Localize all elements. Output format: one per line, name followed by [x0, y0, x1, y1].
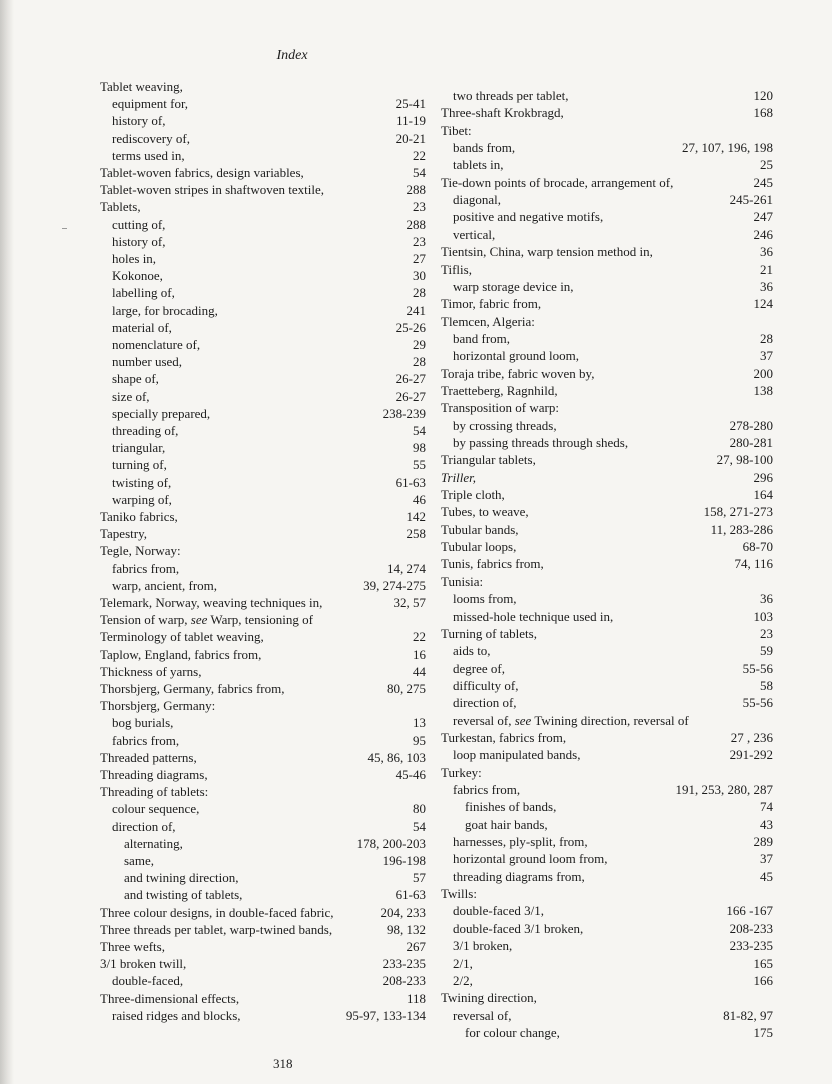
- index-term: Triller,: [441, 469, 477, 485]
- index-term: Triangular tablets,: [441, 452, 536, 468]
- page-title: Index: [276, 48, 308, 63]
- index-term: fabrics from,: [112, 560, 180, 576]
- index-term: fabrics from,: [453, 782, 521, 797]
- index-pages: 45-46: [395, 767, 426, 782]
- index-term: horizontal ground loom from,: [453, 851, 608, 867]
- index-entry: [0, 87, 832, 104]
- index-entry: [0, 382, 832, 399]
- index-term: harnesses, ply-split, from,: [453, 834, 588, 850]
- index-entry: [0, 625, 832, 642]
- index-term: Tablet weaving,: [100, 79, 183, 94]
- index-term: Tunis, fabrics from,: [441, 556, 544, 572]
- index-pages: 74: [760, 799, 773, 815]
- index-pages: 25: [760, 157, 773, 173]
- index-entry: [0, 417, 832, 434]
- index-entry: [0, 729, 832, 746]
- index-term: number used,: [112, 354, 183, 370]
- index-term: history of,: [112, 113, 166, 129]
- index-term: Twining direction,: [441, 990, 537, 1006]
- index-entry: [0, 104, 832, 121]
- index-pages: 120: [753, 88, 773, 103]
- index-pages: 208-233: [382, 973, 426, 989]
- index-pages: 22: [413, 629, 426, 645]
- index-term: Threading of tablets:: [100, 784, 209, 800]
- index-pages: 54: [413, 423, 426, 438]
- index-term: tablets in,: [453, 157, 504, 173]
- index-entry: [0, 972, 832, 989]
- index-term: Three-shaft Krokbragd,: [441, 105, 564, 121]
- index-entry: [0, 226, 832, 243]
- index-entry: [0, 295, 832, 312]
- index-entry: [0, 347, 832, 364]
- index-pages: 168: [753, 105, 773, 121]
- index-term: Tablet-woven stripes in shaftwoven textile,: [100, 182, 325, 198]
- index-term: Threading diagrams,: [100, 767, 208, 782]
- index-entry: [0, 538, 832, 555]
- index-term: two threads per tablet,: [453, 88, 569, 103]
- index-pages: 27, 107, 196, 198: [682, 140, 773, 156]
- page-number: 318: [273, 1056, 293, 1071]
- index-entry: [0, 139, 832, 156]
- index-entry: [0, 868, 832, 885]
- index-term: direction of,: [112, 818, 176, 834]
- index-term: cutting of,: [112, 216, 166, 232]
- index-term: triangular,: [112, 440, 166, 456]
- index-term: material of,: [112, 319, 172, 335]
- index-term: Tapestry,: [100, 526, 147, 542]
- index-term: Triple cloth,: [441, 487, 505, 503]
- index-term: Tunisia:: [441, 573, 484, 589]
- index-pages: 59: [760, 643, 773, 659]
- index-term: Three-dimensional effects,: [100, 990, 240, 1006]
- index-term: Three colour designs, in double-faced fabric,: [100, 904, 334, 920]
- index-pages: 81-82, 97: [723, 1007, 773, 1023]
- index-term: Terminology of tablet weaving,: [100, 629, 264, 645]
- index-term: Tension of warp, see Warp, tensioning of: [100, 612, 313, 628]
- index-pages: 246: [753, 226, 773, 242]
- index-pages: 289: [753, 834, 773, 850]
- index-pages: 191, 253, 280, 287: [675, 782, 773, 797]
- index-term: Tlemcen, Algeria:: [441, 313, 535, 329]
- index-term: Thorsbjerg, Germany:: [100, 698, 216, 714]
- index-entry: [0, 920, 832, 937]
- index-pages: 142: [406, 509, 426, 524]
- index-entry: [0, 781, 832, 798]
- index-term: threading diagrams from,: [453, 868, 585, 884]
- index-pages: 21: [760, 261, 773, 277]
- index-term: Transposition of warp:: [441, 400, 559, 416]
- index-entry: [0, 833, 832, 850]
- index-term: bands from,: [453, 140, 516, 156]
- index-term: Twills:: [441, 886, 477, 902]
- index-pages: 247: [753, 209, 773, 225]
- index-term: Tibet:: [441, 122, 472, 138]
- index-pages: 233-235: [382, 956, 426, 972]
- index-term: terms used in,: [112, 147, 185, 163]
- index-pages: 13: [413, 715, 426, 731]
- index-pages: 204, 233: [380, 904, 426, 920]
- index-term: Telemark, Norway, weaving techniques in,: [100, 595, 323, 610]
- index-pages: 74, 116: [734, 556, 773, 572]
- index-term: double-faced 3/1,: [453, 903, 544, 919]
- index-entry: [0, 1007, 832, 1024]
- index-pages: 118: [406, 990, 426, 1006]
- index-term: horizontal ground loom,: [453, 348, 580, 364]
- index-pages: 98: [413, 440, 426, 456]
- index-entry: [0, 989, 832, 1006]
- index-pages: 61-63: [395, 474, 426, 490]
- index-entry: [0, 746, 832, 763]
- index-entry: [0, 573, 832, 590]
- index-pages: 233-235: [729, 938, 773, 954]
- index-term: Tientsin, China, warp tension method in,: [441, 244, 653, 260]
- index-term: looms from,: [453, 591, 517, 607]
- index-entry: [0, 503, 832, 520]
- index-pages: 55: [413, 457, 426, 473]
- index-term: missed-hole technique used in,: [453, 608, 614, 624]
- index-pages: 238-239: [382, 405, 426, 421]
- index-pages: 28: [760, 330, 773, 346]
- index-pages: 16: [413, 646, 426, 662]
- index-pages: 166 -167: [726, 903, 773, 919]
- index-pages: 288: [406, 182, 426, 198]
- index-pages: 61-63: [395, 887, 426, 903]
- index-pages: 27: [413, 251, 426, 266]
- index-entry: [0, 174, 832, 191]
- index-pages: 98, 132: [387, 921, 426, 937]
- index-pages: 208-233: [729, 920, 773, 936]
- index-pages: 95-97, 133-134: [345, 1007, 426, 1023]
- index-term: Turkey:: [441, 764, 482, 780]
- index-entry: [0, 399, 832, 416]
- index-term: alternating,: [124, 835, 183, 851]
- index-pages: 45: [760, 868, 773, 884]
- index-pages: 158, 271-273: [703, 504, 773, 520]
- index-term: bog burials,: [112, 715, 174, 731]
- index-pages: 29: [413, 337, 426, 352]
- index-entry: [0, 816, 832, 833]
- index-term: rediscovery of,: [112, 130, 190, 146]
- index-pages: 291-292: [729, 747, 773, 763]
- index-pages: 55-56: [742, 660, 773, 676]
- index-pages: 245-261: [729, 192, 773, 208]
- index-term: warp, ancient, from,: [112, 577, 218, 593]
- index-pages: 138: [753, 382, 773, 398]
- index-term: Thorsbjerg, Germany, fabrics from,: [100, 681, 285, 696]
- index-pages: 36: [760, 591, 773, 607]
- index-pages: 27 , 236: [730, 729, 773, 745]
- index-entry: [0, 313, 832, 330]
- index-term: Three threads per tablet, warp-twined bands,: [100, 921, 333, 937]
- index-term: Tie-down points of brocade, arrangement of,: [441, 174, 674, 190]
- index-pages: 296: [753, 469, 773, 485]
- index-entry: [0, 208, 832, 225]
- index-term: for colour change,: [465, 1024, 560, 1040]
- index-term: Tubular bands,: [441, 521, 519, 537]
- index-pages: 80: [413, 801, 426, 817]
- index-entry: [0, 261, 832, 278]
- index-entry: [0, 434, 832, 451]
- index-term: Tegle, Norway:: [100, 543, 181, 559]
- index-term: holes in,: [112, 251, 157, 266]
- index-pages: 196-198: [382, 853, 426, 868]
- index-pages: 39, 274-275: [363, 577, 426, 593]
- index-pages: 124: [753, 296, 773, 312]
- index-pages: 26-27: [395, 388, 426, 404]
- index-pages: 44: [413, 663, 426, 679]
- index-pages: 37: [760, 348, 773, 364]
- index-pages: 23: [413, 233, 426, 249]
- index-term: and twining direction,: [124, 870, 239, 886]
- index-term: band from,: [453, 330, 511, 346]
- index-term: degree of,: [453, 660, 505, 676]
- index-term: direction of,: [453, 695, 517, 711]
- index-term: double-faced,: [112, 973, 184, 989]
- index-pages: 103: [753, 608, 773, 624]
- index-pages: 28: [413, 354, 426, 370]
- index-term: Tablets,: [100, 199, 141, 215]
- index-pages: 43: [760, 816, 773, 832]
- index-term: same,: [124, 853, 154, 868]
- index-pages: 11, 283-286: [710, 521, 773, 537]
- index-entry: [0, 451, 832, 468]
- index-term: Toraja tribe, fabric woven by,: [441, 365, 595, 381]
- index-pages: 241: [406, 302, 426, 318]
- index-pages: 54: [413, 818, 426, 834]
- index-pages: 245: [753, 174, 773, 190]
- index-term: reversal of,: [453, 1007, 512, 1023]
- index-entry: [0, 555, 832, 572]
- index-entry: [0, 850, 832, 867]
- index-term: shape of,: [112, 371, 159, 387]
- index-pages: 36: [760, 244, 773, 260]
- index-term: diagonal,: [453, 192, 502, 208]
- index-term: specially prepared,: [112, 405, 211, 421]
- index-entry: [0, 642, 832, 659]
- index-pages: 175: [753, 1024, 773, 1040]
- index-entry: [0, 1024, 832, 1041]
- index-pages: 178, 200-203: [356, 835, 426, 851]
- index-term: twisting of,: [112, 474, 172, 490]
- index-term: large, for brocading,: [112, 302, 218, 318]
- index-term: Tubes, to weave,: [441, 504, 529, 520]
- index-pages: 23: [413, 199, 426, 215]
- index-term: warp storage device in,: [453, 278, 574, 294]
- index-term: size of,: [112, 388, 150, 404]
- index-term: Traetteberg, Ragnhild,: [441, 382, 558, 398]
- index-term: Three wefts,: [100, 939, 165, 954]
- index-term: Thickness of yarns,: [100, 663, 202, 679]
- index-entry: [0, 712, 832, 729]
- index-pages: 258: [406, 526, 426, 542]
- index-term: Tubular loops,: [441, 539, 517, 555]
- index-pages: 27, 98-100: [716, 452, 773, 468]
- index-term: fabrics from,: [112, 732, 180, 748]
- index-pages: 22: [413, 147, 426, 163]
- index-pages: 165: [753, 955, 773, 971]
- index-pages: 46: [413, 491, 426, 507]
- index-pages: 55-56: [742, 695, 773, 711]
- index-entry: [0, 590, 832, 607]
- index-term: equipment for,: [112, 96, 189, 112]
- index-term: by passing threads through sheds,: [453, 435, 629, 450]
- index-term: 2/1,: [453, 955, 473, 971]
- index-term: finishes of bands,: [465, 799, 557, 815]
- index-term: 3/1 broken,: [453, 938, 513, 954]
- index-entry: [0, 937, 832, 954]
- index-entry: [0, 798, 832, 815]
- index-term: warping of,: [112, 491, 172, 507]
- index-entry: [0, 764, 832, 781]
- index-term: 3/1 broken twill,: [100, 956, 187, 972]
- index-pages: 280-281: [729, 435, 773, 450]
- index-pages: 58: [760, 677, 773, 693]
- index-pages: 28: [413, 285, 426, 301]
- index-term: Tablet-woven fabrics, design variables,: [100, 165, 304, 180]
- index-term: nomenclature of,: [112, 337, 201, 352]
- index-term: Taplow, England, fabrics from,: [100, 646, 262, 662]
- index-entry: [0, 330, 832, 347]
- index-entry: [0, 677, 832, 694]
- index-pages: 32, 57: [393, 595, 426, 610]
- index-term: double-faced 3/1 broken,: [453, 920, 584, 936]
- index-entry: [0, 156, 832, 173]
- index-entry: [0, 486, 832, 503]
- index-pages: 278-280: [729, 417, 773, 433]
- index-entry: [0, 469, 832, 486]
- index-pages: 267: [406, 939, 426, 954]
- index-entry: [0, 521, 832, 538]
- index-pages: 68-70: [742, 539, 773, 555]
- index-entry: [0, 885, 832, 902]
- index-term: turning of,: [112, 457, 167, 473]
- index-pages: 80, 275: [387, 681, 426, 696]
- index-term: raised ridges and blocks,: [112, 1007, 241, 1023]
- index-pages: 166: [753, 972, 773, 988]
- index-term: Tiflis,: [441, 261, 472, 277]
- index-pages: 26-27: [395, 371, 426, 387]
- index-term: Threaded patterns,: [100, 749, 197, 765]
- index-term: by crossing threads,: [453, 417, 557, 433]
- index-term: history of,: [112, 233, 166, 249]
- index-pages: 54: [413, 165, 426, 180]
- index-term: threading of,: [112, 423, 179, 438]
- index-term: difficulty of,: [453, 677, 519, 693]
- index-entry: [0, 955, 832, 972]
- index-entry: [0, 694, 832, 711]
- index-pages: 25-26: [395, 319, 426, 335]
- index-entry: [0, 365, 832, 382]
- index-pages: 14, 274: [387, 560, 426, 576]
- index-pages: 36: [760, 278, 773, 294]
- index-entry: [0, 608, 832, 625]
- index-term: aids to,: [453, 643, 491, 659]
- index-pages: 11-19: [396, 113, 426, 129]
- index-term: Turkestan, fabrics from,: [441, 729, 567, 745]
- index-pages: 288: [406, 216, 426, 232]
- index-term: loop manipulated bands,: [453, 747, 581, 763]
- index-pages: 95: [413, 732, 426, 748]
- index-pages: 200: [753, 365, 773, 381]
- index-term: Kokonoe,: [112, 268, 163, 284]
- index-entry: [0, 243, 832, 260]
- index-pages: 25-41: [395, 96, 426, 112]
- index-term: and twisting of tablets,: [124, 887, 243, 903]
- index-term: colour sequence,: [112, 801, 200, 817]
- index-pages: 30: [413, 268, 426, 284]
- index-pages: 164: [753, 487, 773, 503]
- index-entry: [0, 191, 832, 208]
- index-pages: 57: [413, 870, 426, 886]
- index-entry: [0, 902, 832, 919]
- index-term: reversal of, see Twining direction, reversal of: [453, 712, 689, 728]
- index-term: Turning of tablets,: [441, 625, 537, 641]
- index-pages: 23: [760, 625, 773, 641]
- index-term: Taniko fabrics,: [100, 509, 178, 524]
- index-pages: 37: [760, 851, 773, 867]
- index-term: goat hair bands,: [465, 816, 548, 832]
- index-term: Timor, fabric from,: [441, 296, 542, 312]
- index-pages: 20-21: [395, 130, 426, 146]
- index-entry: [0, 278, 832, 295]
- index-term: positive and negative motifs,: [453, 209, 604, 225]
- index-term: labelling of,: [112, 285, 175, 301]
- index-entry: [0, 660, 832, 677]
- index-term: 2/2,: [453, 972, 473, 988]
- index-term: vertical,: [453, 226, 496, 242]
- index-pages: 45, 86, 103: [367, 749, 426, 765]
- index-entry: [0, 122, 832, 139]
